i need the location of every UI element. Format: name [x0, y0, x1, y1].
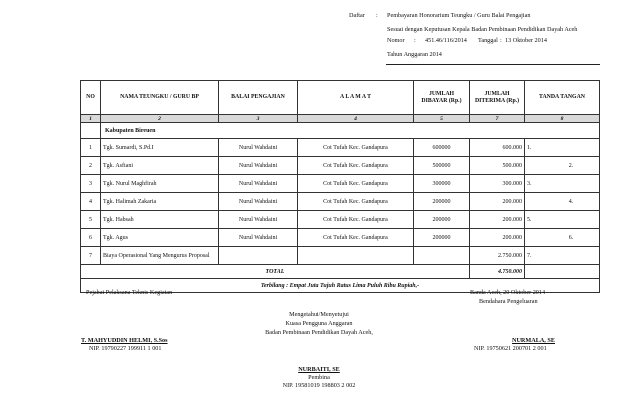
cell-tanda-tangan: 4. — [525, 193, 600, 211]
cell-no: 7 — [81, 247, 101, 265]
group-row — [81, 123, 600, 139]
col-number: 4 — [298, 115, 414, 123]
cell-nama: Tgk. Habsah — [101, 211, 219, 229]
header-line2: Sesuai dengan Keputusan Kepala Badan Pembinaan Pendidikan Dayah Aceh — [387, 26, 578, 33]
cell-tanda-tangan: 1. — [525, 139, 600, 157]
col-number: 7 — [470, 115, 525, 123]
col-number: 8 — [525, 115, 600, 123]
sig-center-line1: Mengetahui/Menyetujui — [289, 311, 349, 318]
table-row — [81, 229, 600, 247]
cell-balai: Nurul Wahdaini — [219, 193, 298, 211]
cell-no: 3 — [81, 175, 101, 193]
cell-tanda-tangan: 6. — [525, 229, 600, 247]
cell-dibayar: 500000 — [414, 157, 470, 175]
sig-center-line2: Kuasa Pengguna Anggaran — [285, 320, 353, 327]
cell-alamat: Cot Tufah Kec. Gandapura — [298, 229, 414, 247]
cell-no: 6 — [81, 229, 101, 247]
cell-diterima: 200.000 — [470, 229, 525, 247]
header-tahun: Tahun Anggaran 2014 — [387, 51, 442, 58]
cell-balai: Nurul Wahdaini — [219, 157, 298, 175]
table-row — [81, 157, 600, 175]
cell-tanda-tangan: 2. — [525, 157, 600, 175]
table-row — [81, 175, 600, 193]
honorarium-table — [80, 80, 600, 293]
terbilang-text: Terbilang : Empat Juta Tujuh Ratus Lima Puluh Ribu Rupiah,- — [81, 279, 600, 293]
col-header-dibayar: JUMLAH DIBAYAR (Rp.) — [414, 81, 470, 115]
sig-center-line3: Badan Pembinaan Pendidikan Dayah Aceh, — [265, 329, 373, 336]
table-header-row — [81, 81, 600, 115]
sig-bottom-nip: NIP. 19581019 198803 2 002 — [282, 382, 356, 389]
col-header-diterima: JUMLAH DITERIMA (Rp.) — [470, 81, 525, 115]
col-header-ttd: TANDA TANGAN — [525, 81, 600, 115]
col-header-alamat: A L A M A T — [298, 81, 414, 115]
cell-nama: Tgk. Nurul Maghfirah — [101, 175, 219, 193]
header-tanggal-label: Tanggal — [478, 37, 498, 44]
cell-alamat: Cot Tufah Kec. Gandapura — [298, 157, 414, 175]
cell-dibayar — [414, 247, 470, 265]
table-row — [81, 211, 600, 229]
col-number: 1 — [81, 115, 101, 123]
cell-diterima: 300.000 — [470, 175, 525, 193]
sig-right-name: NURMALA, SE — [512, 337, 555, 344]
group-label: Kabupaten Bireuen — [101, 123, 600, 139]
cell-nama: Tgk. Asfiani — [101, 157, 219, 175]
sig-left-nip: NIP. 19790227 199911 1 001 — [89, 345, 162, 352]
cell-balai: Nurul Wahdaini — [219, 175, 298, 193]
col-number: 5 — [414, 115, 470, 123]
cell-alamat: Cot Tufah Kec. Gandapura — [298, 139, 414, 157]
cell-alamat: Cot Tufah Kec. Gandapura — [298, 175, 414, 193]
cell-balai: Nurul Wahdaini — [219, 229, 298, 247]
cell-balai: Nurul Wahdaini — [219, 211, 298, 229]
header-line1: Pembayaran Honorarium Teungku / Guru Balai Pengajian — [387, 12, 531, 19]
cell-diterima: 500.000 — [470, 157, 525, 175]
table-row — [81, 247, 600, 265]
col-header-nama: NAMA TEUNGKU / GURU BP — [101, 81, 219, 115]
column-number-row — [81, 115, 600, 123]
sig-left-title: Pejabat Pelaksana Teknis Kegiatan — [86, 289, 173, 296]
col-number: 3 — [219, 115, 298, 123]
header-divider — [386, 64, 600, 65]
cell-diterima: 200.000 — [470, 193, 525, 211]
cell-dibayar: 300000 — [414, 175, 470, 193]
cell-alamat: Cot Tufah Kec. Gandapura — [298, 193, 414, 211]
cell-dibayar: 600000 — [414, 139, 470, 157]
sig-right-title: Bendahara Pengeluaran — [479, 298, 538, 305]
cell-no: 4 — [81, 193, 101, 211]
table-row — [81, 139, 600, 157]
sig-right-place-date: Banda Aceh, 20 Oktober 2014 — [470, 289, 546, 296]
col-header-balai: BALAI PENGAJIAN — [219, 81, 298, 115]
sig-left-name: T. MAHYUDDIN HELMI, S.Sos — [81, 337, 168, 344]
cell-balai: Nurul Wahdaini — [219, 139, 298, 157]
cell-no: 1 — [81, 139, 101, 157]
cell-tanda-tangan: 5. — [525, 211, 600, 229]
cell-nama: Biaya Operasional Yang Mengurus Proposal — [101, 247, 219, 265]
cell-dibayar: 200000 — [414, 193, 470, 211]
header-daftar-label: Daftar — [349, 12, 365, 19]
header-nomor-label: Nomor — [387, 37, 405, 44]
sig-bottom-title: Pembina — [308, 374, 330, 381]
total-ttd-blank — [525, 265, 600, 279]
header-daftar-sep: : — [376, 12, 378, 19]
cell-tanda-tangan: 7. — [525, 247, 600, 265]
header-nomor-value: 451.46/116/2014 — [425, 37, 467, 44]
cell-nama: Tgk. Halimah Zakaria — [101, 193, 219, 211]
cell-diterima: 600.000 — [470, 139, 525, 157]
total-label: TOTAL — [81, 265, 470, 279]
cell-no: 5 — [81, 211, 101, 229]
cell-alamat: Cot Tufah Kec. Gandapura — [298, 211, 414, 229]
header-tanggal-sep: : — [500, 37, 502, 44]
cell-nama: Tgk. Sumardi, S.Pd.I — [101, 139, 219, 157]
total-value: 4.750.000 — [470, 265, 525, 279]
cell-balai — [219, 247, 298, 265]
cell-diterima: 200.000 — [470, 211, 525, 229]
cell-tanda-tangan: 3. — [525, 175, 600, 193]
group-row-spacer — [81, 123, 101, 139]
cell-dibayar: 200000 — [414, 229, 470, 247]
col-header-no: NO — [81, 81, 101, 115]
sig-bottom-name: NURBAITI, SE — [298, 366, 340, 373]
cell-alamat — [298, 247, 414, 265]
cell-nama: Tgk. Agus — [101, 229, 219, 247]
col-number: 2 — [101, 115, 219, 123]
cell-dibayar: 200000 — [414, 211, 470, 229]
header-tanggal-value: 13 Oktober 2014 — [505, 37, 547, 44]
sig-right-nip: NIP. 19750621 200701 2 001 — [474, 345, 547, 352]
cell-no: 2 — [81, 157, 101, 175]
cell-diterima: 2.750.000 — [470, 247, 525, 265]
table-row — [81, 193, 600, 211]
total-row — [81, 265, 600, 279]
header-nomor-sep: : — [414, 37, 416, 44]
